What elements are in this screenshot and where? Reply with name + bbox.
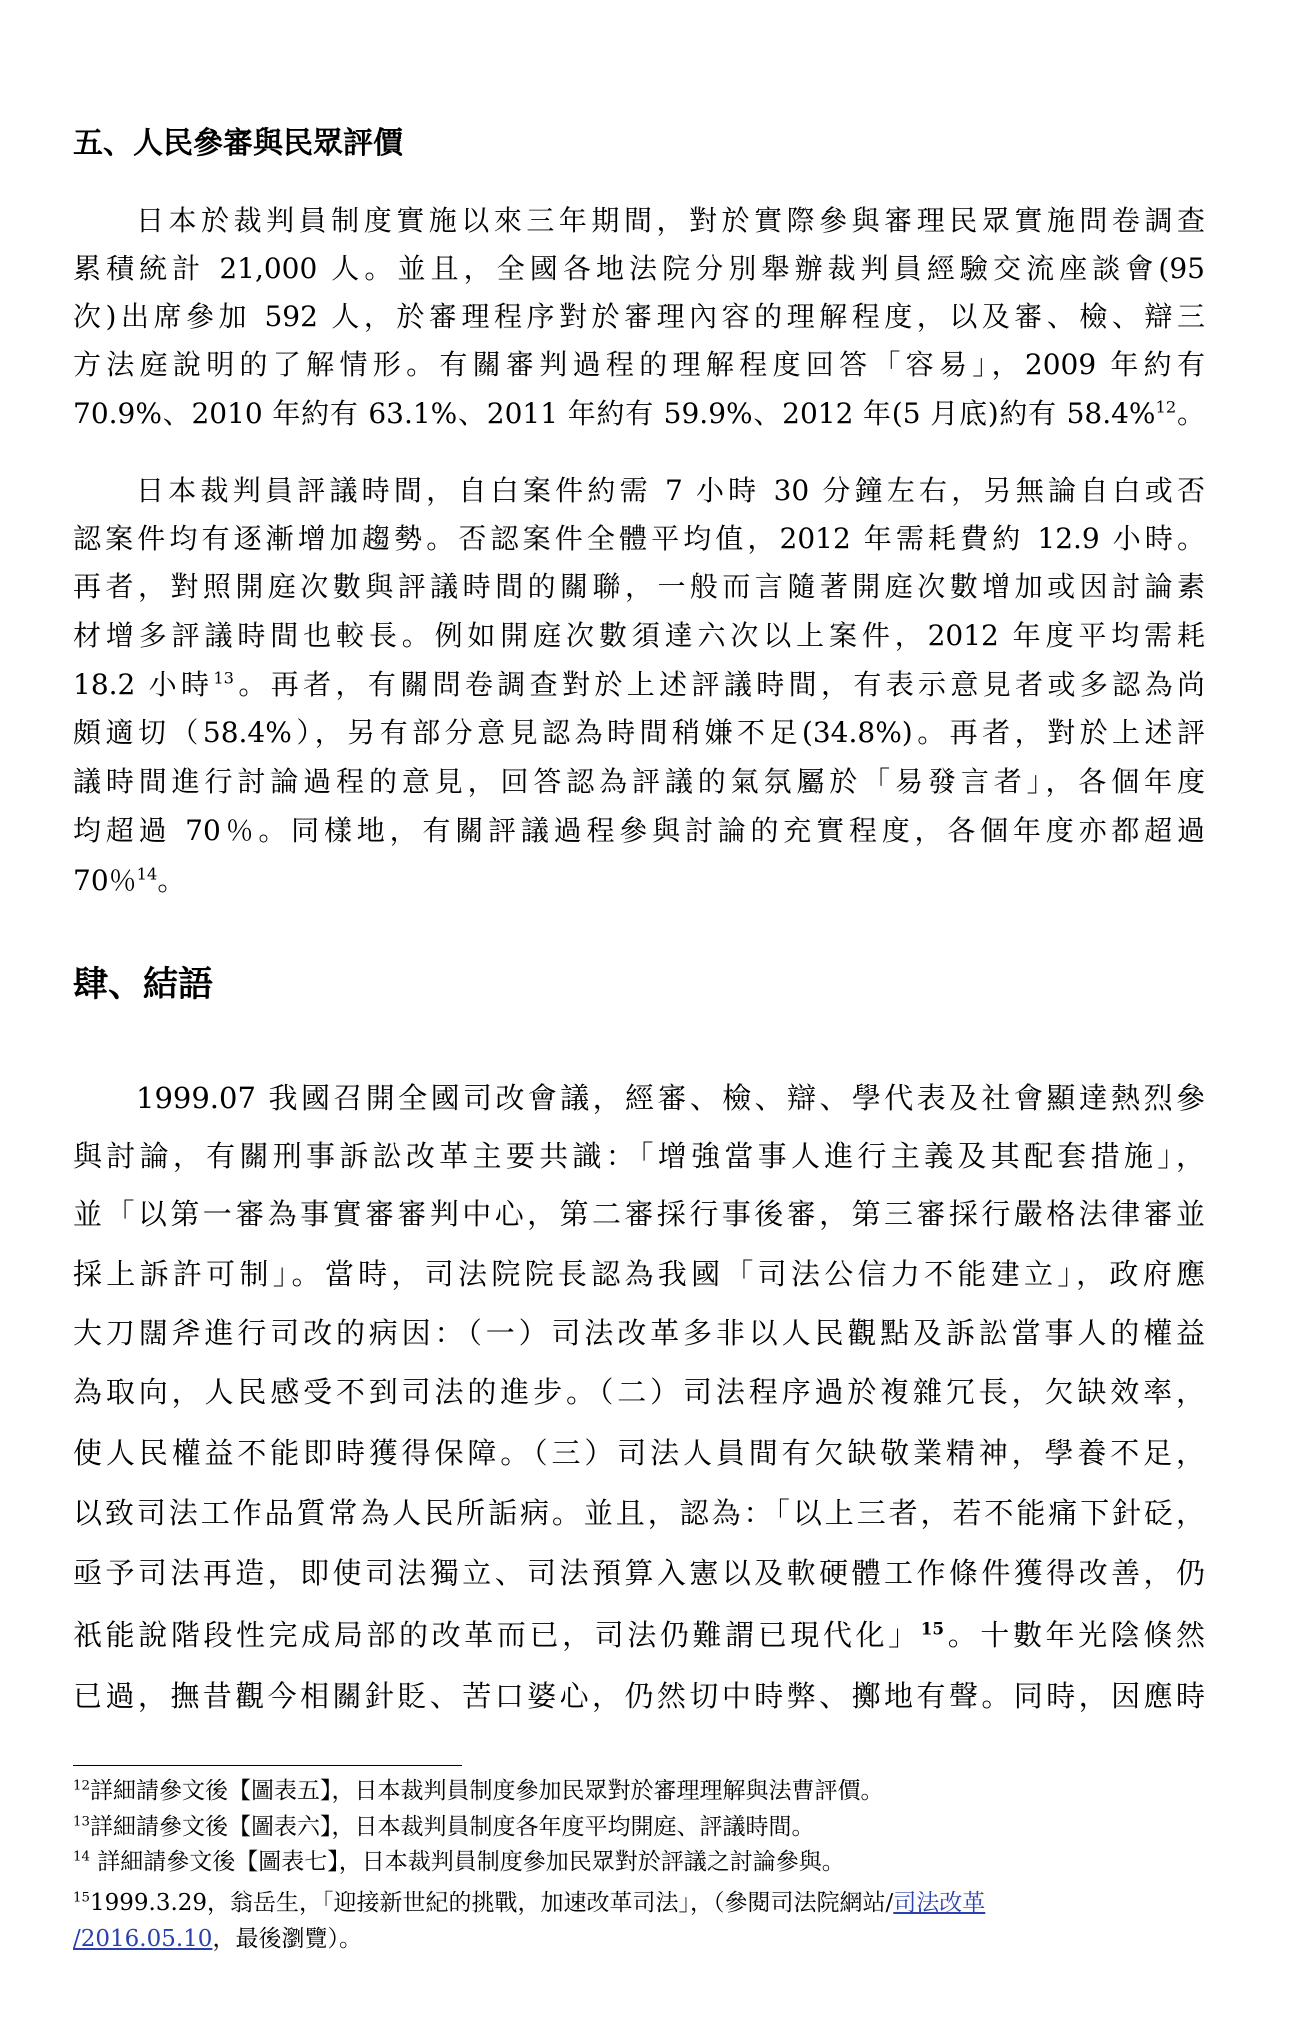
line-text: 。	[1176, 397, 1205, 430]
paragraph-line: 大刀闊斧進行司改的病因：（一）司法改革多非以人民觀點及訴訟當事人的權益	[73, 1316, 1205, 1350]
paragraph-line: 累積統計 21,000 人。並且，全國各地法院分別舉辦裁判員經驗交流座談會(95	[73, 252, 1205, 285]
line-text: 70％	[73, 864, 137, 897]
paragraph-line: 日本裁判員評議時間，自白案件約需 7 小時 30 分鐘左右，另無論自白或否	[136, 474, 1205, 507]
footnote-ref: 13	[213, 668, 235, 688]
paragraph-line	[73, 859, 1205, 903]
paragraph-line: 日本於裁判員制度實施以來三年期間，對於實際參與審理民眾實施問卷調查	[136, 204, 1205, 237]
line-text: 祇能說階段性完成局部的改革而已，司法仍難謂已現代化」	[73, 1618, 921, 1652]
footnote-text: 1999.3.29，翁岳生，「迎接新世紀的挑戰，加速改革司法」，（參閱司法院網站/	[89, 1890, 894, 1916]
paragraph-line: 認案件均有逐漸增加趨勢。否認案件全體平均值，2012 年需耗費約 12.9 小時。	[73, 522, 1205, 555]
paragraph-line: 並「以第一審為事實審審判中心，第二審採行事後審，第三審採行嚴格法律審並	[73, 1197, 1205, 1231]
section-heading: 五、人民參審與民眾評價	[73, 126, 403, 161]
footnote-15-continued	[73, 1923, 1205, 1955]
paragraph-line: 使人民權益不能即時獲得保障。（三）司法人員間有欠缺敬業精神，學養不足，	[73, 1436, 1205, 1470]
line-text: 。再者，有關問卷調查對於上述評議時間，有表示意見者或多認為尚	[234, 668, 1205, 701]
paragraph-line: 次)出席參加 592 人，於審理程序對於審理內容的理解程度，以及審、檢、辯三	[73, 300, 1205, 333]
paragraph-line: 以致司法工作品質常為人民所詬病。並且，認為：「以上三者，若不能痛下針砭，	[73, 1496, 1205, 1530]
line-text: 18.2 小時	[73, 668, 214, 701]
paragraph-line: 材增多評議時間也較長。例如開庭次數須達六次以上案件，2012 年度平均需耗	[73, 619, 1205, 652]
paragraph-line: 議時間進行討論過程的意見，回答認為評議的氣氛屬於「易發言者」，各個年度	[73, 765, 1205, 798]
paragraph-line	[73, 663, 1205, 707]
footnote-number: 14	[73, 1849, 90, 1865]
paragraph-line: 頗適切（58.4%），另有部分意見認為時間稍嫌不足(34.8%)。再者，對於上述評	[73, 716, 1205, 749]
paragraph-line: 為取向，人民感受不到司法的進步。（二）司法程序過於複雜冗長，欠缺效率，	[73, 1375, 1205, 1409]
paragraph-line	[73, 1611, 1205, 1659]
paragraph-line: 均超過 70％。同樣地，有關評議過程參與討論的充實程度，各個年度亦都超過	[73, 814, 1205, 847]
paragraph-line: 再者，對照開庭次數與評議時間的關聯，一般而言隨著開庭次數增加或因討論素	[73, 570, 1205, 603]
line-text: 70.9%、2010 年約有 63.1%、2011 年約有 59.9%、2012 年(5 月底)約有 58.4%	[73, 397, 1156, 430]
conclusion-heading: 肆、結語	[73, 964, 214, 1005]
footnote-text: 詳細請參文後【圖表六】，日本裁判員制度各年度平均開庭、評議時間。	[89, 1814, 815, 1840]
paragraph-line: 已過，撫昔觀今相關針貶、苦口婆心，仍然切中時弊、擲地有聲。同時，因應時	[73, 1679, 1205, 1713]
footnote-15	[73, 1887, 1205, 1919]
paragraph-line: 與討論，有關刑事訴訟改革主要共識：「增強當事人進行主義及其配套措施」，	[73, 1139, 1205, 1173]
line-text: 。十數年光陰倏然	[944, 1618, 1205, 1652]
footnote-text: ，最後瀏覽）。	[212, 1926, 362, 1952]
footnote-number: 13	[73, 1814, 90, 1830]
footnote-14	[73, 1846, 1205, 1878]
footnote-12	[73, 1775, 1205, 1807]
footnote-text: 詳細請參文後【圖表七】，日本裁判員制度參加民眾對於評議之討論參與。	[89, 1849, 845, 1875]
paragraph-line: 1999.07 我國召開全國司改會議，經審、檢、辯、學代表及社會顯達熱烈參	[136, 1081, 1205, 1115]
footnote-ref: 14	[136, 864, 158, 884]
footnote-13	[73, 1811, 1205, 1843]
footnote-separator	[73, 1765, 462, 1766]
footnote-number: 12	[73, 1778, 90, 1794]
paragraph-line	[73, 392, 1205, 436]
judicial-reform-link-date[interactable]: /2016.05.10	[73, 1926, 213, 1952]
line-text: 。	[157, 864, 186, 897]
footnote-ref: 12	[1155, 397, 1177, 417]
paragraph-line: 方法庭說明的了解情形。有關審判過程的理解程度回答「容易」，2009 年約有	[73, 348, 1205, 381]
paragraph-line: 亟予司法再造，即使司法獨立、司法預算入憲以及軟硬體工作條件獲得改善，仍	[73, 1556, 1205, 1590]
footnote-text: 詳細請參文後【圖表五】，日本裁判員制度參加民眾對於審理理解與法曹評價。	[89, 1778, 884, 1804]
footnote-ref: 15	[920, 1618, 945, 1639]
paragraph-line: 採上訴許可制」。當時，司法院院長認為我國「司法公信力不能建立」，政府應	[73, 1257, 1205, 1291]
judicial-reform-link[interactable]: 司法改革	[893, 1890, 986, 1916]
footnote-number: 15	[73, 1890, 90, 1906]
